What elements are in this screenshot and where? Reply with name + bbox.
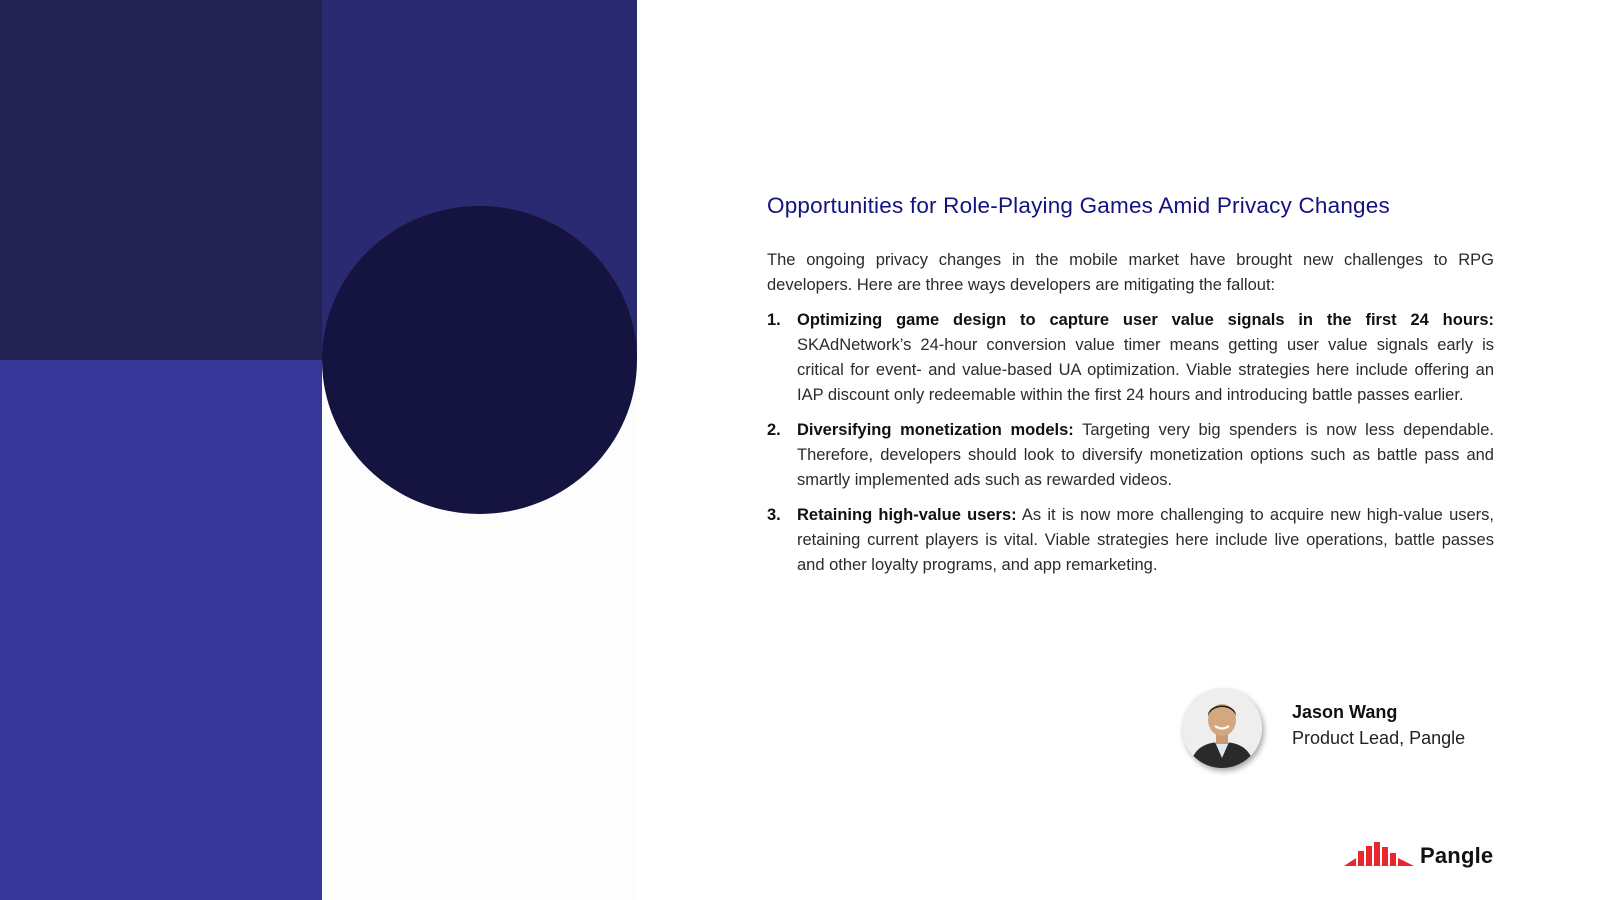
content-section xyxy=(767,186,1494,588)
intro-paragraph: The ongoing privacy changes in the mobile market have brought new challenges to RPG developers. Here are three ways developers are mitigating the fallout: xyxy=(767,251,1494,294)
avatar xyxy=(1182,688,1262,768)
decor-block-top-left xyxy=(0,0,322,360)
list-item xyxy=(767,503,1494,578)
strategy-list xyxy=(767,308,1494,578)
list-item-number: 1. xyxy=(767,311,781,329)
pangle-logo-icon xyxy=(1344,842,1416,868)
list-item-number: 2. xyxy=(767,421,781,439)
list-item-body: SKAdNetwork’s 24-hour conversion value timer means getting user value signals early is critical for event- and value-based UA optimization. Viable strategies here include offering an IAP discount only redeemable within the first 24 hours and introducing battle passes earlier. xyxy=(797,336,1494,404)
list-item xyxy=(767,308,1494,408)
list-item-body: As it is now more challenging to acquire new high-value users, retaining current players is vital. Viable strategies here include live operations, battle passes and other loyalty programs, and app remarketing. xyxy=(797,506,1494,574)
page-title: Opportunities for Role-Playing Games Amid Privacy Changes xyxy=(767,193,1390,218)
decor-block-bottom-left xyxy=(0,360,322,900)
list-item-body: Targeting very big spenders is now less dependable. Therefore, developers should look to diversify monetization options such as battle pass and smartly implemented ads such as rewarded videos. xyxy=(797,421,1495,489)
list-item-number: 3. xyxy=(767,506,781,524)
author-card xyxy=(1174,684,1534,784)
pangle-logo xyxy=(1344,838,1504,872)
list-item-heading: Diversifying monetization models: xyxy=(797,421,1074,439)
list-item xyxy=(767,418,1494,493)
list-item-heading: Retaining high-value users: xyxy=(797,506,1017,524)
list-item-heading: Optimizing game design to capture user value signals in the first 24 hours: xyxy=(797,311,1494,329)
author-name: Jason Wang xyxy=(1292,702,1398,722)
person-portrait-icon xyxy=(1182,688,1262,768)
logo-text: Pangle xyxy=(1420,843,1494,868)
decor-circle xyxy=(322,206,637,514)
author-role: Product Lead, Pangle xyxy=(1292,728,1466,748)
